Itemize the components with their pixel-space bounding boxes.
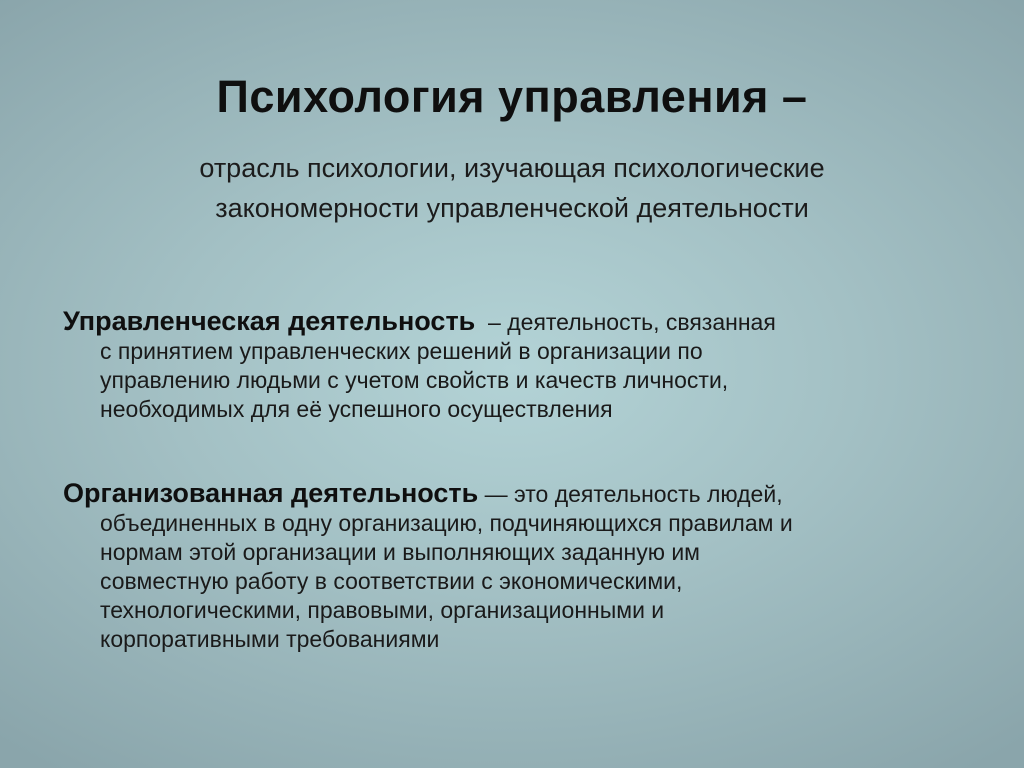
- subtitle-line: отрасль психологии, изучающая психологические: [199, 153, 825, 183]
- definition-text-line: корпоративными требованиями: [100, 626, 440, 652]
- definition-text-line: управлению людьми с учетом свойств и качеств личности,: [100, 367, 729, 393]
- definition-organized-activity: [63, 479, 963, 654]
- definition-text-line: нормам этой организации и выполняющих заданную им: [100, 539, 700, 565]
- definition-management-activity: [63, 307, 963, 424]
- definition-first-line: [63, 307, 963, 337]
- definition-text: – деятельность, связанная: [475, 309, 776, 335]
- definition-text: — это деятельность людей,: [478, 481, 783, 507]
- definition-text-line: совместную работу в соответствии с экономическими,: [100, 568, 683, 594]
- definition-text-line: объединенных в одну организацию, подчиняющихся правилам и: [100, 510, 793, 536]
- definition-text-line: технологическими, правовыми, организационными и: [100, 597, 665, 623]
- subtitle-line: закономерности управленческой деятельности: [215, 193, 809, 223]
- definition-term: Управленческая деятельность: [63, 306, 476, 336]
- definition-term: Организованная деятельность: [63, 478, 479, 508]
- slide-title: Психология управления –: [216, 71, 808, 122]
- slide-subtitle: [80, 148, 944, 228]
- definition-first-line: [63, 479, 963, 509]
- definition-text-line: необходимых для её успешного осуществления: [100, 396, 613, 422]
- definition-text-line: с принятием управленческих решений в организации по: [100, 338, 703, 364]
